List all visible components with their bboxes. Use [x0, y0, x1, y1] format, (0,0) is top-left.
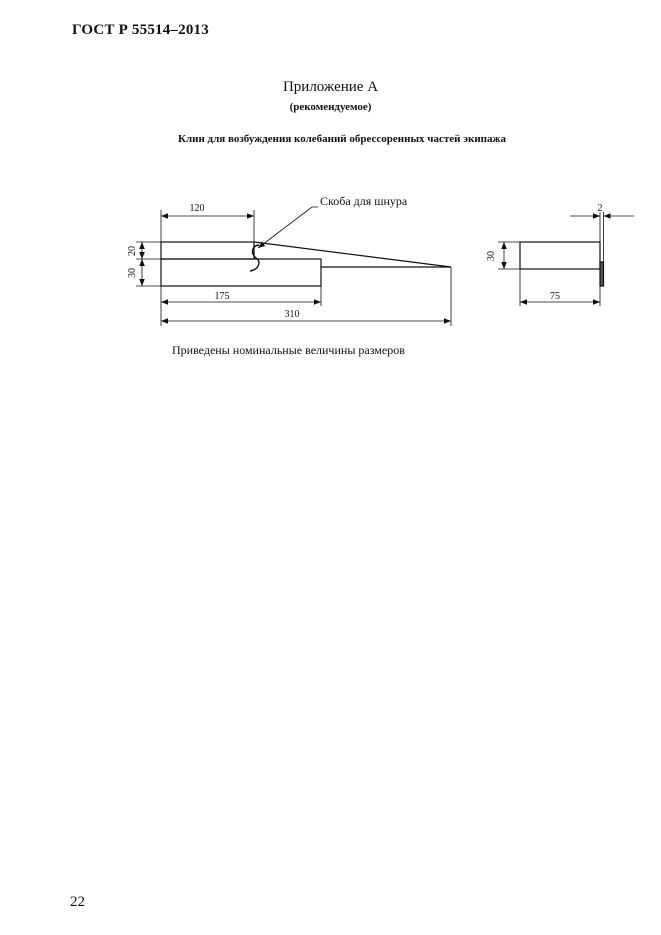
wedge-base-block [161, 259, 321, 286]
side-block [520, 242, 600, 269]
dim-side-width-label: 75 [550, 291, 560, 302]
dim-top-length-label: 120 [189, 203, 205, 214]
side-dimensions [498, 212, 634, 306]
dim-top-height-label: 20 [127, 246, 138, 256]
dim-side-height-label: 30 [486, 251, 497, 261]
document-header: ГОСТ Р 55514–2013 [72, 22, 209, 38]
figure-title: Клин для возбуждения колебаний обрессоренных частей экипажа [177, 133, 506, 145]
callout-leader [258, 207, 318, 248]
appendix-type: (рекомендуемое) [289, 101, 372, 113]
page-number: 22 [70, 894, 85, 910]
dim-base-height-label: 30 [127, 268, 138, 278]
dim-base-length-label: 175 [214, 291, 230, 302]
dim-total-length-label: 310 [284, 309, 300, 320]
wedge-slope-line [254, 242, 451, 267]
side-plate [600, 262, 604, 286]
dim-plate-thickness-label: 2 [597, 203, 603, 214]
appendix-title: Приложение А [282, 79, 379, 95]
callout-label: Скоба для шнура [320, 194, 408, 208]
wedge-front-view [161, 242, 451, 286]
wedge-side-view [520, 242, 604, 286]
wedge-top-block [161, 242, 254, 259]
dimensions-note: Приведены номинальные величины размеров [172, 343, 405, 357]
